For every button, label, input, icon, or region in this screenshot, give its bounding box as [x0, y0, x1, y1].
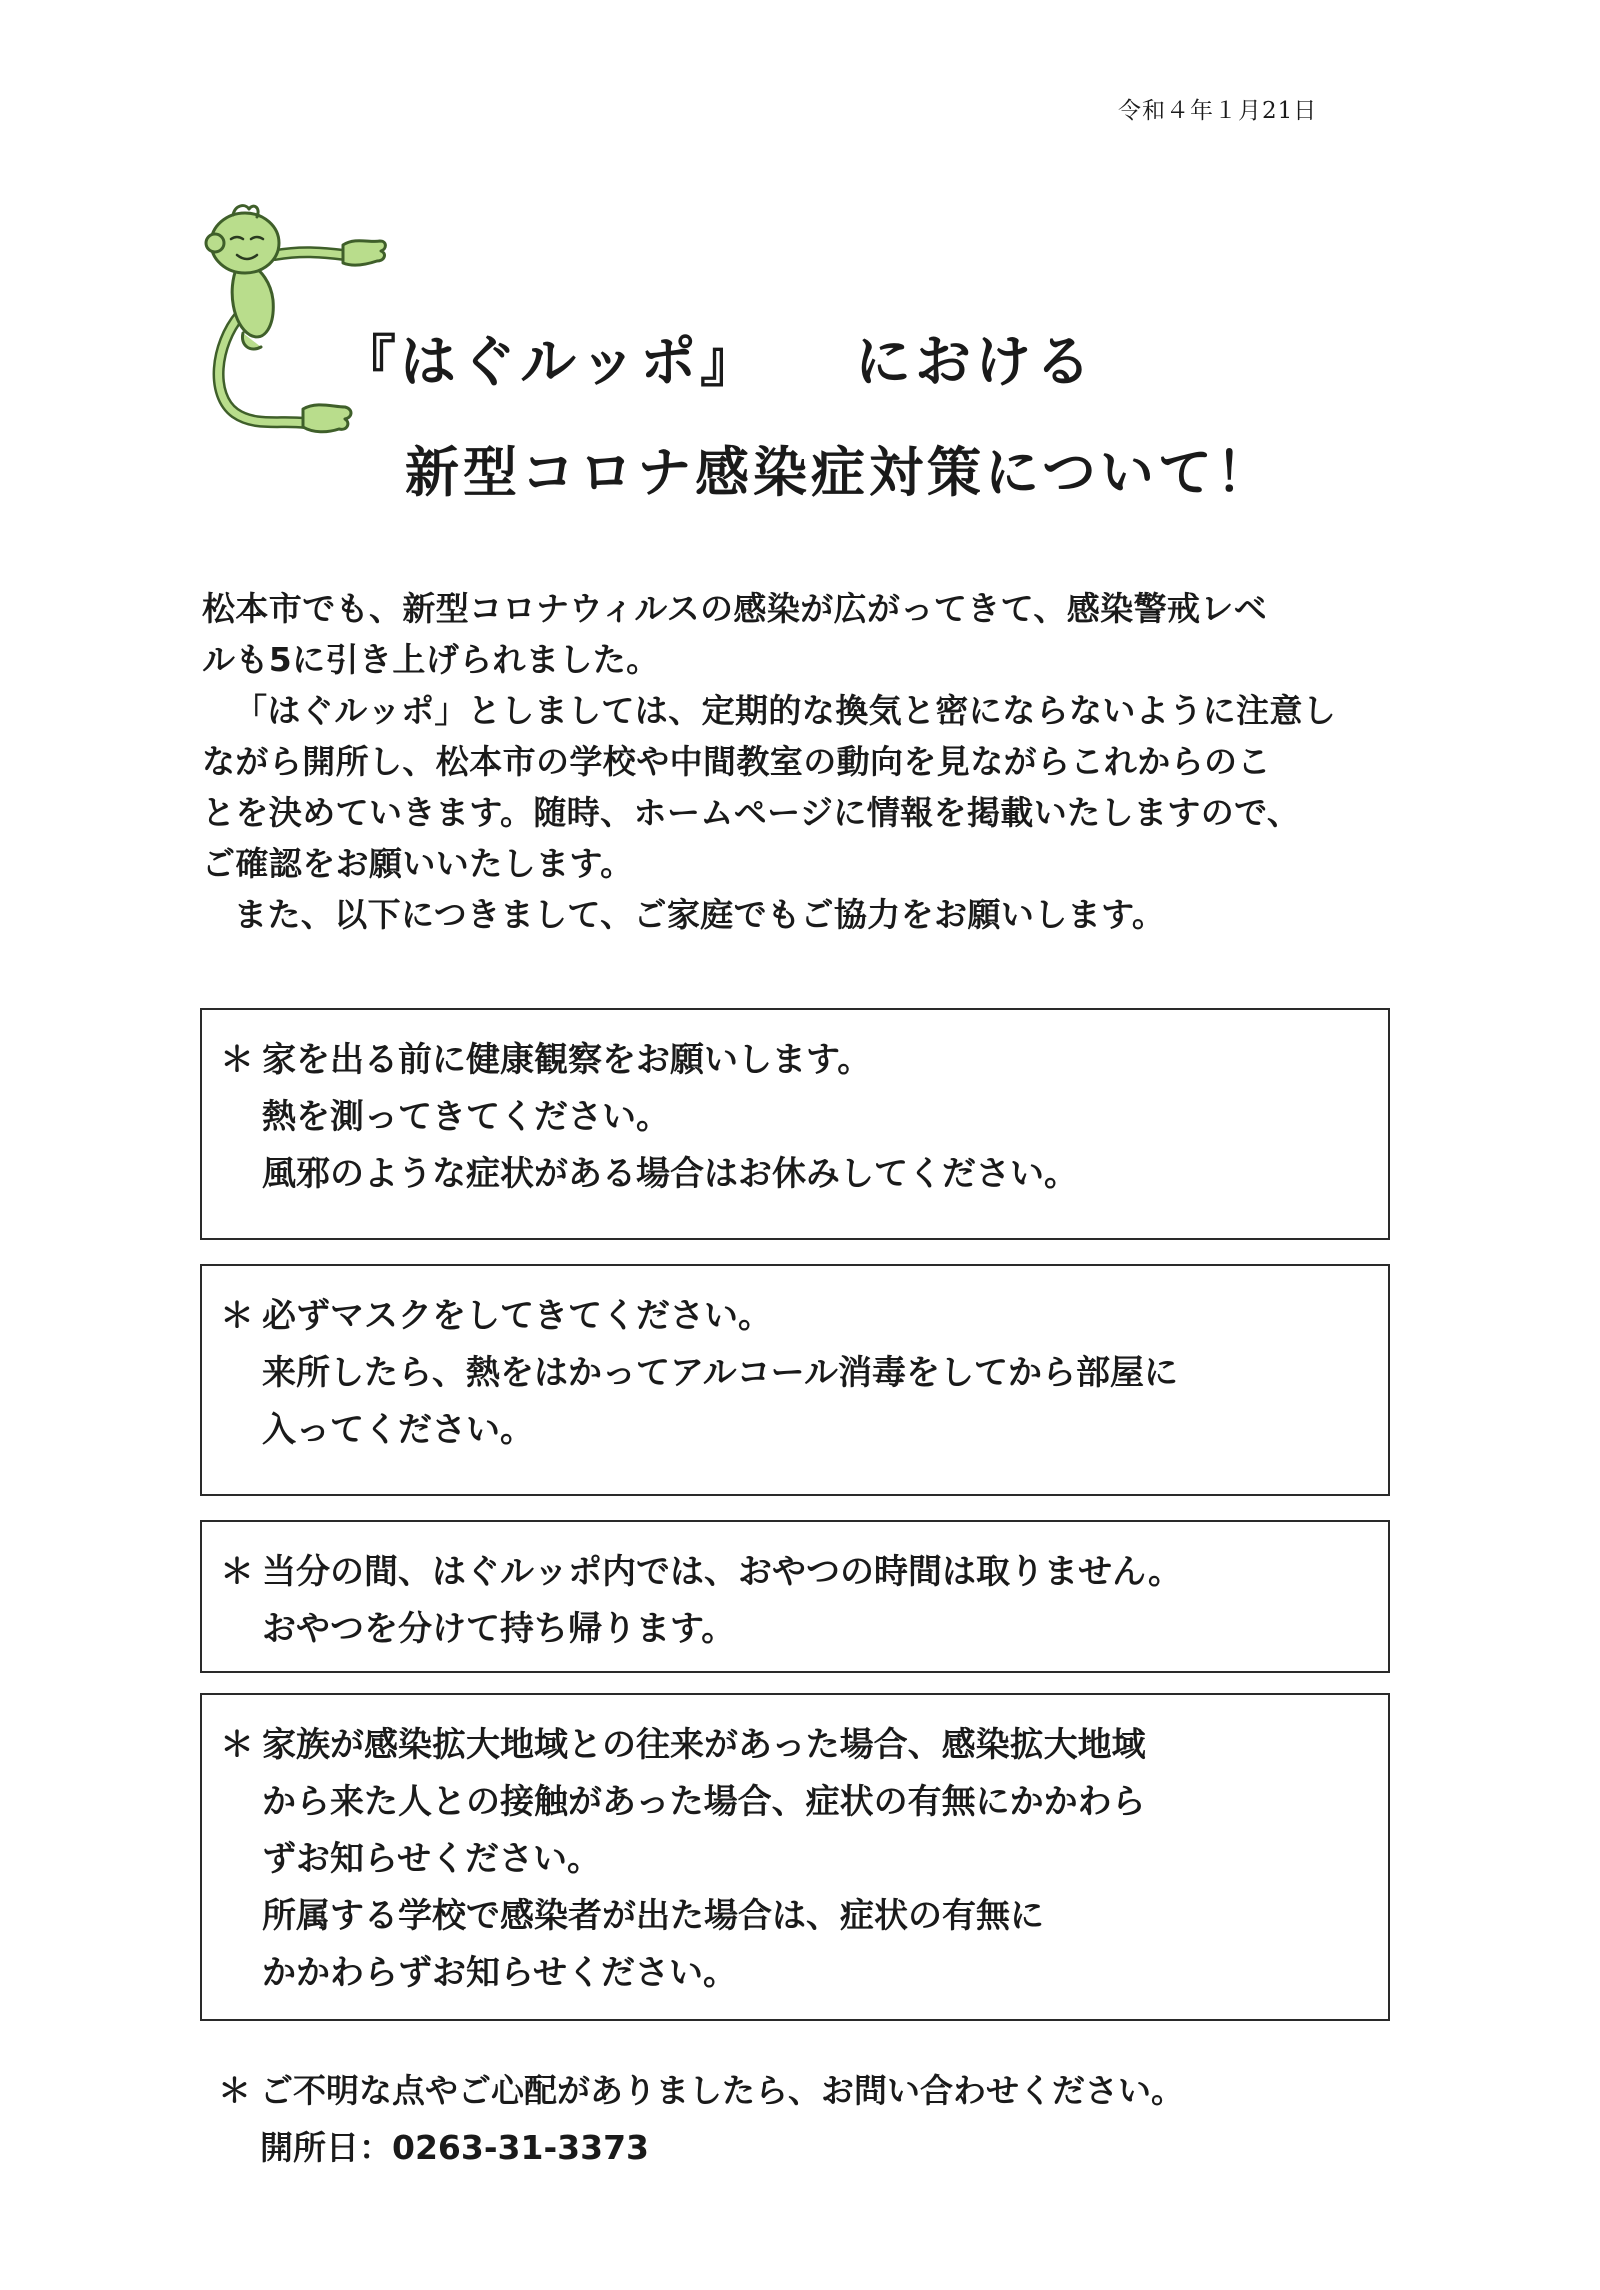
notice-line: から来た人との接触があった場合、症状の有無にかかわら: [262, 1782, 1146, 1822]
notice-line: おやつを分けて持ち帰ります。: [262, 1609, 736, 1649]
notice-line: 風邪のような症状がある場合はお休みしてください。: [262, 1154, 1078, 1194]
asterisk-bullet: ＊: [220, 1725, 254, 1765]
notice-lead: 当分の間、はぐルッポ内では、おやつの時間は取りません。: [262, 1552, 1183, 1592]
asterisk-bullet: ＊: [218, 2071, 251, 2110]
intro-line: ご確認をお願いいたします。: [202, 844, 634, 883]
notice-line: かかわらずお知らせください。: [262, 1953, 737, 1993]
intro-line: 「はぐルッポ」としましては、定期的な換気と密にならないように注意し: [234, 691, 1337, 730]
intro-line: また、以下につきまして、ご家庭でもご協力をお願いします。: [234, 895, 1166, 934]
intro-line: ルも5に引き上げられました。: [202, 640, 660, 679]
document-date: 令和４年１月21日: [1118, 98, 1318, 124]
contact-phone: 開所日：0263-31-3373: [260, 2128, 650, 2167]
intro-line: ながら開所し、松本市の学校や中間教室の動向を見ながらこれからのこ: [202, 742, 1271, 781]
asterisk-bullet: ＊: [220, 1296, 254, 1336]
notice-box-health-check: [200, 1008, 1390, 1240]
notice-line: 所属する学校で感染者が出た場合は、症状の有無に: [262, 1896, 1044, 1936]
notice-box-infection-report: [200, 1693, 1390, 2021]
notice-lead: 家を出る前に健康観察をお願いします。: [262, 1040, 872, 1080]
notice-line: ずお知らせください。: [262, 1839, 601, 1879]
notice-line: 入ってください。: [262, 1410, 534, 1450]
notice-lead: 家族が感染拡大地域との往来があった場合、感染拡大地域: [262, 1725, 1146, 1765]
notice-box-mask: [200, 1264, 1390, 1496]
intro-line: とを決めていきます。随時、ホームページに情報を掲載いたしますので、: [202, 793, 1301, 832]
footer-contact: [218, 2062, 1184, 2176]
footer-note: ご不明な点やご心配がありましたら、お問い合わせください。: [260, 2071, 1184, 2110]
asterisk-bullet: ＊: [220, 1040, 254, 1080]
notice-line: 来所したら、熱をはかってアルコール消毒をしてから部屋に: [262, 1353, 1178, 1393]
title-suffix: における: [855, 330, 1095, 395]
intro-text: [202, 583, 1397, 940]
notice-box-snacks: [200, 1520, 1390, 1673]
title-line-1: [340, 318, 1095, 398]
asterisk-bullet: ＊: [220, 1552, 254, 1592]
title-program-name: 『はぐルッポ』: [340, 330, 760, 395]
notice-line: 熱を測ってきてください。: [262, 1097, 670, 1137]
notice-lead: 必ずマスクをしてきてください。: [262, 1296, 772, 1336]
title-line-2: 新型コロナ感染症対策について！: [405, 441, 1274, 504]
intro-line: 松本市でも、新型コロナウィルスの感染が広がってきて、感染警戒レベ: [202, 589, 1268, 628]
